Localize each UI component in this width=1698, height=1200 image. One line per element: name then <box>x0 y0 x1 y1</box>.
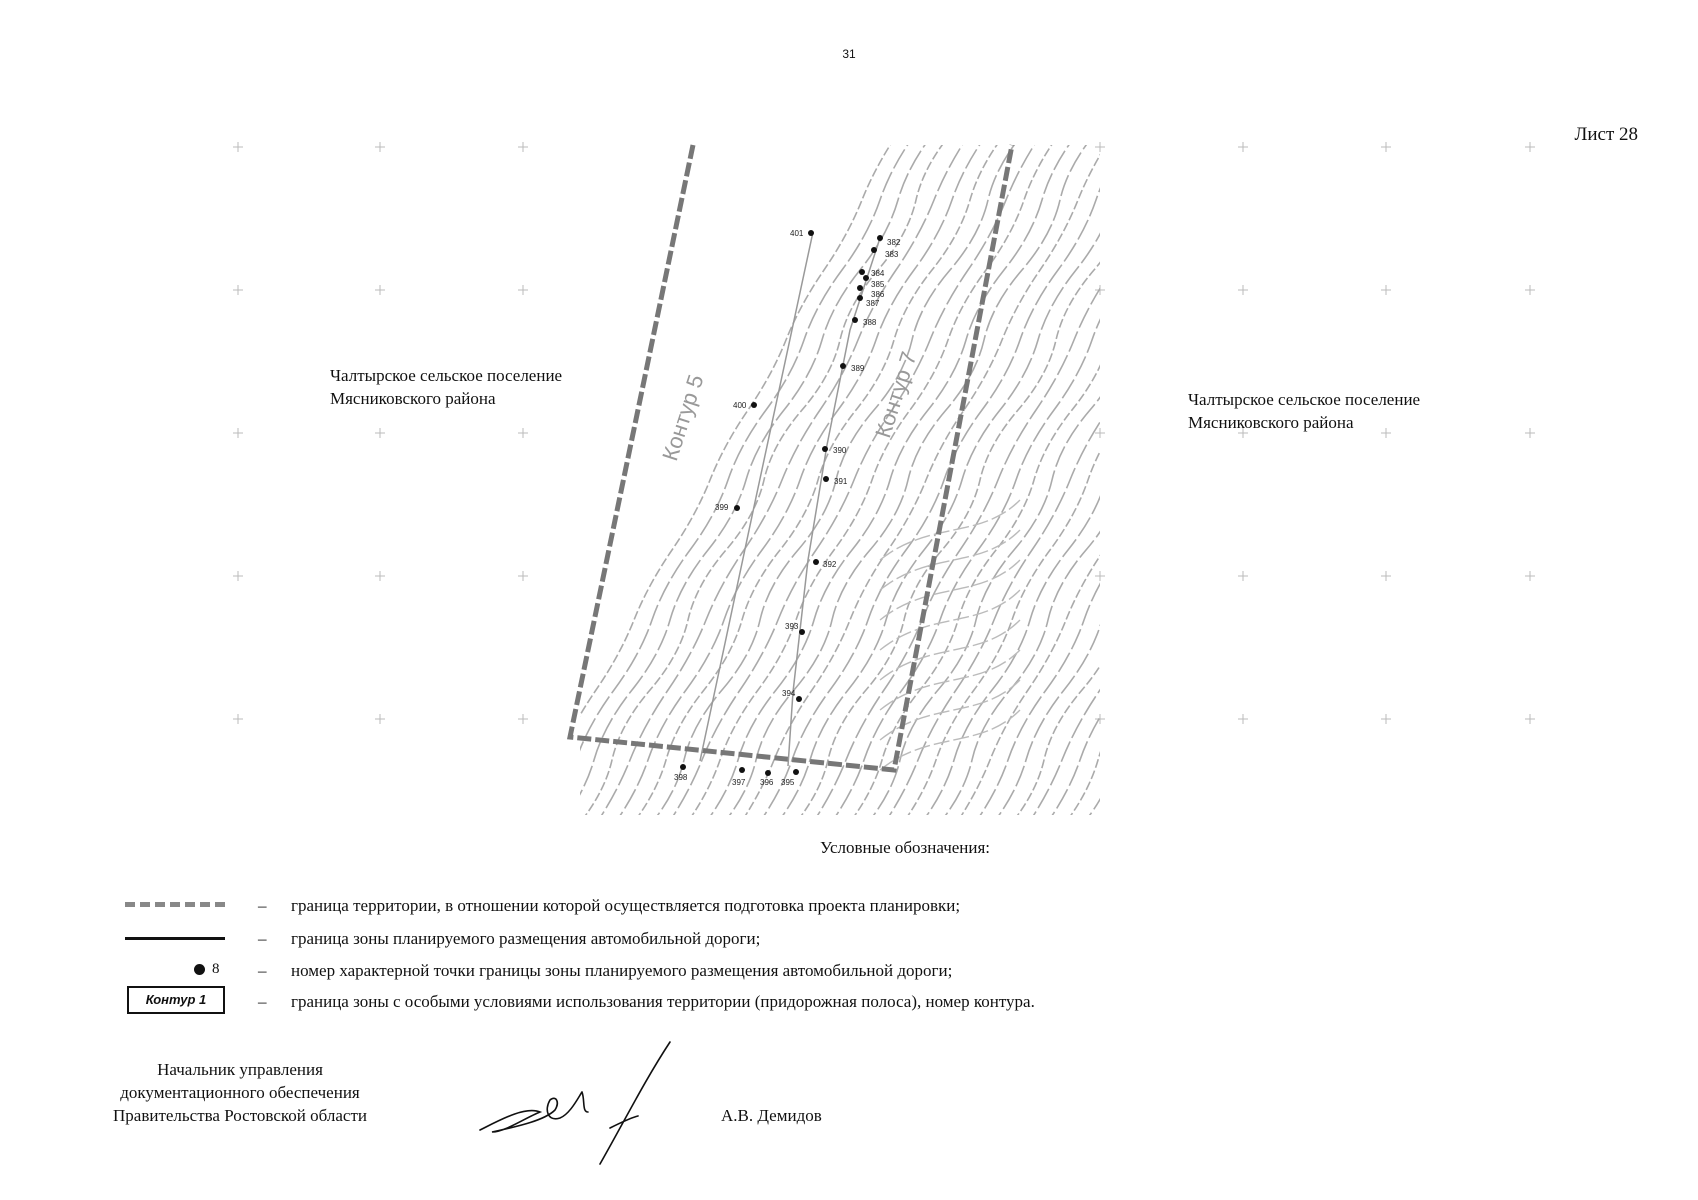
grid-cross <box>1095 142 1105 152</box>
grid-cross <box>1525 571 1535 581</box>
boundary-point <box>859 269 865 275</box>
boundary-point-label: 395 <box>781 778 795 787</box>
contour-line <box>934 130 1314 830</box>
boundary-point-label: 394 <box>782 689 796 698</box>
contour-line <box>880 680 1020 740</box>
contour-line <box>538 130 918 830</box>
signatory-name: А.В. Демидов <box>721 1106 822 1125</box>
boundary-point <box>857 295 863 301</box>
contour-line <box>880 530 1020 590</box>
boundary-point-label: 387 <box>866 299 880 308</box>
grid-cross <box>1238 571 1248 581</box>
boundary-point-label: 396 <box>760 778 774 787</box>
grid-cross <box>233 142 243 152</box>
boundary-point <box>793 769 799 775</box>
contour-line <box>1006 130 1386 830</box>
boundary-point-label: 399 <box>715 503 729 512</box>
grid-cross <box>375 714 385 724</box>
contour-5-label: Контур 5 <box>657 371 709 464</box>
boundary-point <box>680 764 686 770</box>
boundary-point-label: 390 <box>833 446 847 455</box>
grid-cross <box>1525 714 1535 724</box>
grid-cross <box>1381 714 1391 724</box>
grid-cross <box>233 285 243 295</box>
contour-line <box>952 130 1332 830</box>
contour-line <box>1114 130 1494 830</box>
boundary-point <box>852 317 858 323</box>
settlement-label-left: Чалтырское сельское поселение Мясниковского района <box>330 366 563 408</box>
boundary-point <box>857 285 863 291</box>
boundary-point-label: 401 <box>790 229 804 238</box>
signatory-position: Начальник управления документационного обеспечения Правительства Ростовской области <box>113 1060 367 1125</box>
boundary-point <box>813 559 819 565</box>
legend-item-boundary: – граница территории, в отношении которой осуществляется подготовка проекта планировки; <box>120 892 1520 922</box>
boundary-point-label: 389 <box>851 364 865 373</box>
grid-cross <box>1525 285 1535 295</box>
grid-cross <box>1525 428 1535 438</box>
grid-cross <box>1095 571 1105 581</box>
legend-text: граница зоны планируемого размещения автомобильной дороги; <box>291 929 761 948</box>
settlement-label-right: Чалтырское сельское поселение Мясниковского района <box>1188 390 1421 432</box>
contour-line <box>592 130 972 830</box>
grid-cross <box>1095 428 1105 438</box>
boundary-point <box>871 247 877 253</box>
boundary-point-label: 382 <box>887 238 901 247</box>
boundary-point <box>822 446 828 452</box>
grid-cross <box>518 142 528 152</box>
contour-line <box>916 130 1296 830</box>
boundary-point-label: 393 <box>785 622 799 631</box>
contour-line <box>574 130 954 830</box>
legend-text: номер характерной точки границы зоны планируемого размещения автомобильной дороги; <box>291 961 953 980</box>
grid-cross <box>518 714 528 724</box>
grid-cross <box>233 714 243 724</box>
boundary-point <box>739 767 745 773</box>
grid-cross <box>1238 714 1248 724</box>
grid-cross <box>233 571 243 581</box>
handwritten-signature <box>470 1040 680 1165</box>
contour-line <box>1060 130 1440 830</box>
boundary-point <box>863 275 869 281</box>
boundary-point-label: 400 <box>733 401 747 410</box>
boundary-point <box>799 629 805 635</box>
legend-item-contour: Контур 1 – граница зоны с особыми условиями использования территории (придорожная полоса), номер контура. <box>120 988 1520 1018</box>
contour-line <box>898 130 1278 830</box>
boundary-point-label: 392 <box>823 560 837 569</box>
boundary-point-label: 385 <box>871 280 885 289</box>
grid-cross <box>1381 142 1391 152</box>
boundary-point <box>796 696 802 702</box>
terrain-contours <box>520 130 1494 830</box>
boundary-point-label: 386 <box>871 290 885 299</box>
boundary-point-label: 398 <box>674 773 688 782</box>
grid-cross <box>233 428 243 438</box>
page-number: 31 <box>842 47 856 61</box>
boundary-point-label: 384 <box>871 269 885 278</box>
boundary-dashed-symbol <box>125 902 225 907</box>
legend-title: Условные обозначения: <box>820 838 991 857</box>
boundary-point <box>840 363 846 369</box>
grid-cross <box>375 285 385 295</box>
legend-text: граница территории, в отношении которой осуществляется подготовка проекта планировки; <box>291 896 961 915</box>
legend-item-road-zone: – граница зоны планируемого размещения автомобильной дороги; <box>120 925 1520 955</box>
grid-cross <box>375 571 385 581</box>
boundary-point <box>751 402 757 408</box>
contour-line <box>1096 130 1476 830</box>
grid-cross <box>518 428 528 438</box>
grid-cross <box>518 285 528 295</box>
boundary-point <box>765 770 771 776</box>
grid-cross <box>1525 142 1535 152</box>
grid-cross <box>375 142 385 152</box>
boundary-point <box>734 505 740 511</box>
boundary-point-label: 388 <box>863 318 877 327</box>
contour-line <box>664 130 1044 830</box>
boundary-point-label: 391 <box>834 477 848 486</box>
sheet-label: Лист 28 <box>1574 124 1638 145</box>
contour-7-label: Контур 7 <box>870 348 922 441</box>
territory-boundary <box>570 145 1012 770</box>
boundary-point <box>877 235 883 241</box>
grid-cross <box>375 428 385 438</box>
boundary-point <box>823 476 829 482</box>
contour-line <box>682 130 1062 830</box>
grid-cross <box>1381 285 1391 295</box>
legend-text: граница зоны с особыми условиями использования территории (придорожная полоса), номер контура. <box>291 992 1035 1011</box>
legend-item-point: 8 – номер характерной точки границы зоны планируемого размещения автомобильной дороги; <box>120 957 1520 987</box>
contour-line <box>862 130 1242 830</box>
contour-line <box>988 130 1368 830</box>
contour-line <box>1078 130 1458 830</box>
boundary-point-label: 383 <box>885 250 899 259</box>
grid-cross <box>1238 142 1248 152</box>
boundary-point-label: 397 <box>732 778 746 787</box>
grid-cross <box>1238 285 1248 295</box>
boundary-point <box>808 230 814 236</box>
contour-box-symbol: Контур 1 <box>127 986 225 1014</box>
solid-line-symbol <box>125 937 225 940</box>
grid-cross <box>1381 571 1391 581</box>
grid-cross <box>518 571 528 581</box>
road-zone-left-line <box>700 232 813 761</box>
point-symbol <box>194 964 205 975</box>
